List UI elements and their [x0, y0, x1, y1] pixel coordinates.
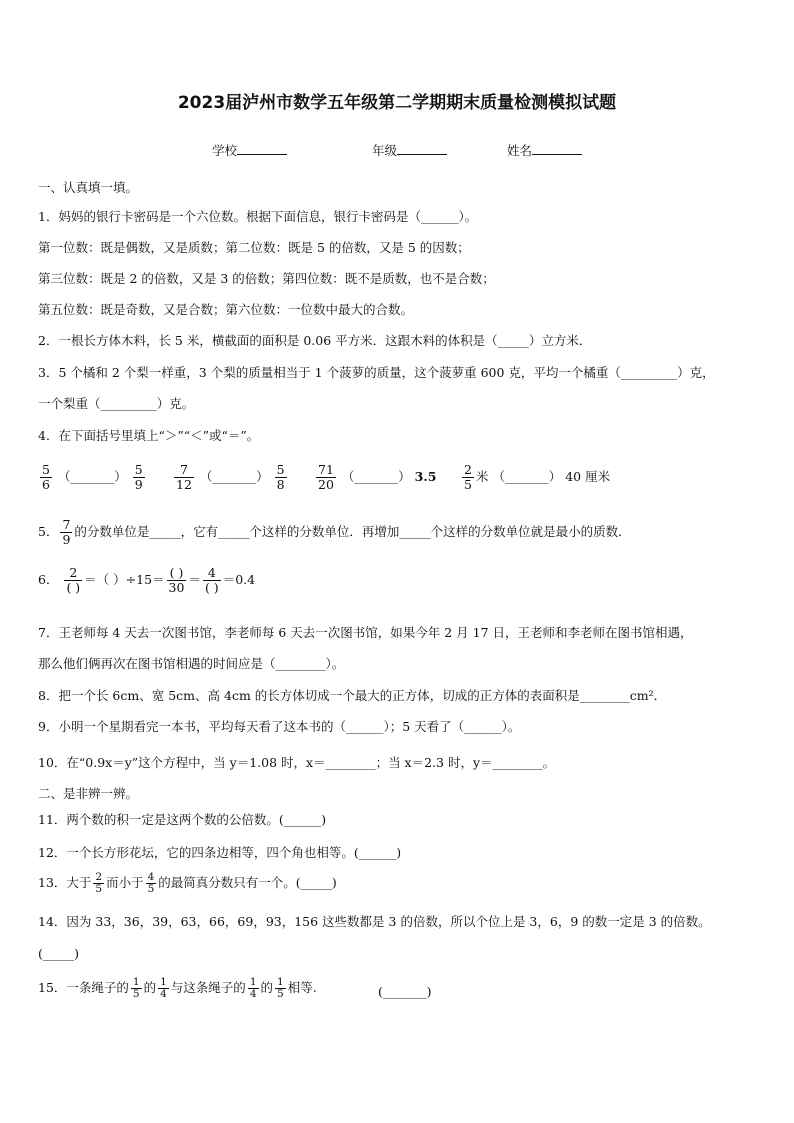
- question-1-clue-3: 第五位数：既是奇数，又是合数；第六位数：一位数中最大的合数。: [38, 302, 414, 317]
- fraction: $\frac{5}{8}$: [276, 462, 285, 492]
- question-10: 10．在“0.9x＝y”这个方程中，当 y＝1.08 时，x＝________；当 x＝2.3 时，y＝________。: [38, 755, 556, 770]
- question-2: 2．一根长方体木料，长 5 米，横截面的面积是 0.06 平方米．这跟木料的体积是（_____）立方米．: [38, 333, 592, 348]
- question-15: 15．一条绳子的 $\frac{1}{5}$ 的 $\frac{1}{4}$ 与这条绳子的 $\frac{1}{4}$ 的 $\frac{1}{5}$ 相等.: [38, 976, 317, 1000]
- fraction: $\frac{71}{20}$: [318, 462, 334, 492]
- fraction: $\frac{5}{6}$: [42, 462, 50, 492]
- question-9: 9．小明一个星期看完一本书，平均每天看了这本书的（______）；5 天看了（______）。: [38, 719, 521, 734]
- school-blank[interactable]: [237, 141, 287, 155]
- question-5: 5． $\frac{7}{9}$ 的分数单位是_____，它有_____个这样的分数单位．再增加_____个这样的分数单位就是最小的质数．: [38, 517, 631, 547]
- value-3-5: 3.5: [414, 469, 437, 484]
- question-1-clue-2: 第三位数：既是 2 的倍数，又是 3 的倍数；第四位数：既不是质数，也不是合数；: [38, 271, 495, 286]
- fraction: $\frac{2}{5}$: [95, 871, 103, 895]
- question-14-line-2: (_____): [38, 946, 80, 961]
- fraction: $\frac{( )}{30}$: [168, 565, 185, 595]
- q4-row-3: [314, 463, 436, 492]
- question-12: 12．一个长方形花坛，它的四条边相等，四个角也相等。(______): [38, 845, 402, 860]
- value-40cm: 40 厘米: [565, 469, 611, 484]
- answer-blank[interactable]: （_______）: [341, 469, 411, 484]
- fraction: $\frac{4}{5}$: [147, 871, 155, 895]
- fraction: $\frac{4}{( )}$: [204, 565, 219, 595]
- school-field: [212, 141, 287, 159]
- question-1-clue-1: 第一位数：既是偶数，又是质数；第二位数：既是 5 的倍数，又是 5 的因数；: [38, 240, 470, 255]
- page-title: 2023届泸州市数学五年级第二学期期末质量检测模拟试题: [177, 93, 617, 113]
- unit-meter: 米: [475, 469, 489, 484]
- name-label: 姓名: [507, 143, 533, 158]
- school-label: 学校: [212, 143, 238, 158]
- q4-row-2: [172, 463, 289, 492]
- fraction: $\frac{1}{4}$: [160, 976, 167, 1000]
- section-2-heading: 二、是非辨一辨。: [38, 786, 139, 801]
- question-1: 1．妈妈的银行卡密码是一个六位数。根据下面信息，银行卡密码是（______）。: [38, 209, 478, 224]
- question-11: 11．两个数的积一定是这两个数的公倍数。(______): [38, 812, 327, 827]
- question-14-line-1: 14．因为 33，36，39，63，66，69，93，156 这些数都是 3 的倍数，所以个位上是 3，6，9 的数一定是 3 的倍数。: [38, 914, 711, 929]
- q4-row-1: [38, 463, 147, 492]
- fraction: $\frac{5}{9}$: [134, 462, 143, 492]
- fraction: $\frac{7}{9}$: [62, 517, 71, 547]
- question-6: 6． $\frac{2}{( )}$ ＝（ ）÷15＝ $\frac{( )}{30}$ ＝ $\frac{4}{( )}$ ＝0.4: [38, 565, 256, 595]
- answer-blank[interactable]: （_______）: [199, 469, 269, 484]
- question-4: 4．在下面括号里填上“＞”“＜”或“＝”。: [38, 428, 260, 443]
- grade-label: 年级: [372, 143, 398, 158]
- question-7-line-1: 7．王老师每 4 天去一次图书馆，李老师每 6 天去一次图书馆，如果今年 2 月 17 日，王老师和李老师在图书馆相遇，: [38, 625, 693, 640]
- question-3-line-1: 3．5 个橘和 2 个梨一样重，3 个梨的质量相当于 1 个菠萝的质量，这个菠萝重 600 克，平均一个橘重（_________）克，: [38, 365, 715, 380]
- answer-blank[interactable]: （_______）: [57, 469, 127, 484]
- q4-row-4: [460, 463, 610, 492]
- grade-blank[interactable]: [397, 141, 447, 155]
- name-blank[interactable]: [532, 141, 582, 155]
- fraction: $\frac{1}{5}$: [277, 976, 284, 1000]
- answer-blank[interactable]: （_______）: [492, 469, 562, 484]
- grade-field: [372, 141, 447, 159]
- fraction: $\frac{2}{( )}$: [66, 565, 81, 595]
- fraction: $\frac{7}{12}$: [176, 462, 192, 492]
- fraction: $\frac{2}{5}$: [464, 462, 472, 492]
- question-3-line-2: 一个梨重（_________）克。: [38, 396, 195, 411]
- fraction: $\frac{1}{4}$: [249, 976, 257, 1000]
- question-7-line-2: 那么他们俩再次在图书馆相遇的时间应是（________）。: [38, 656, 345, 671]
- question-15-blank[interactable]: (_______): [378, 984, 432, 999]
- fraction: $\frac{1}{5}$: [132, 976, 140, 1000]
- question-13: 13．大于 $\frac{2}{5}$ 而小于 $\frac{4}{5}$ 的最简真分数只有一个。(_____): [38, 871, 337, 895]
- name-field: [507, 141, 582, 159]
- section-1-heading: 一、认真填一填。: [38, 180, 139, 195]
- question-8: 8．把一个长 6cm、宽 5cm、高 4cm 的长方体切成一个最大的正方体，切成的正方体的表面积是________cm²．: [38, 688, 667, 703]
